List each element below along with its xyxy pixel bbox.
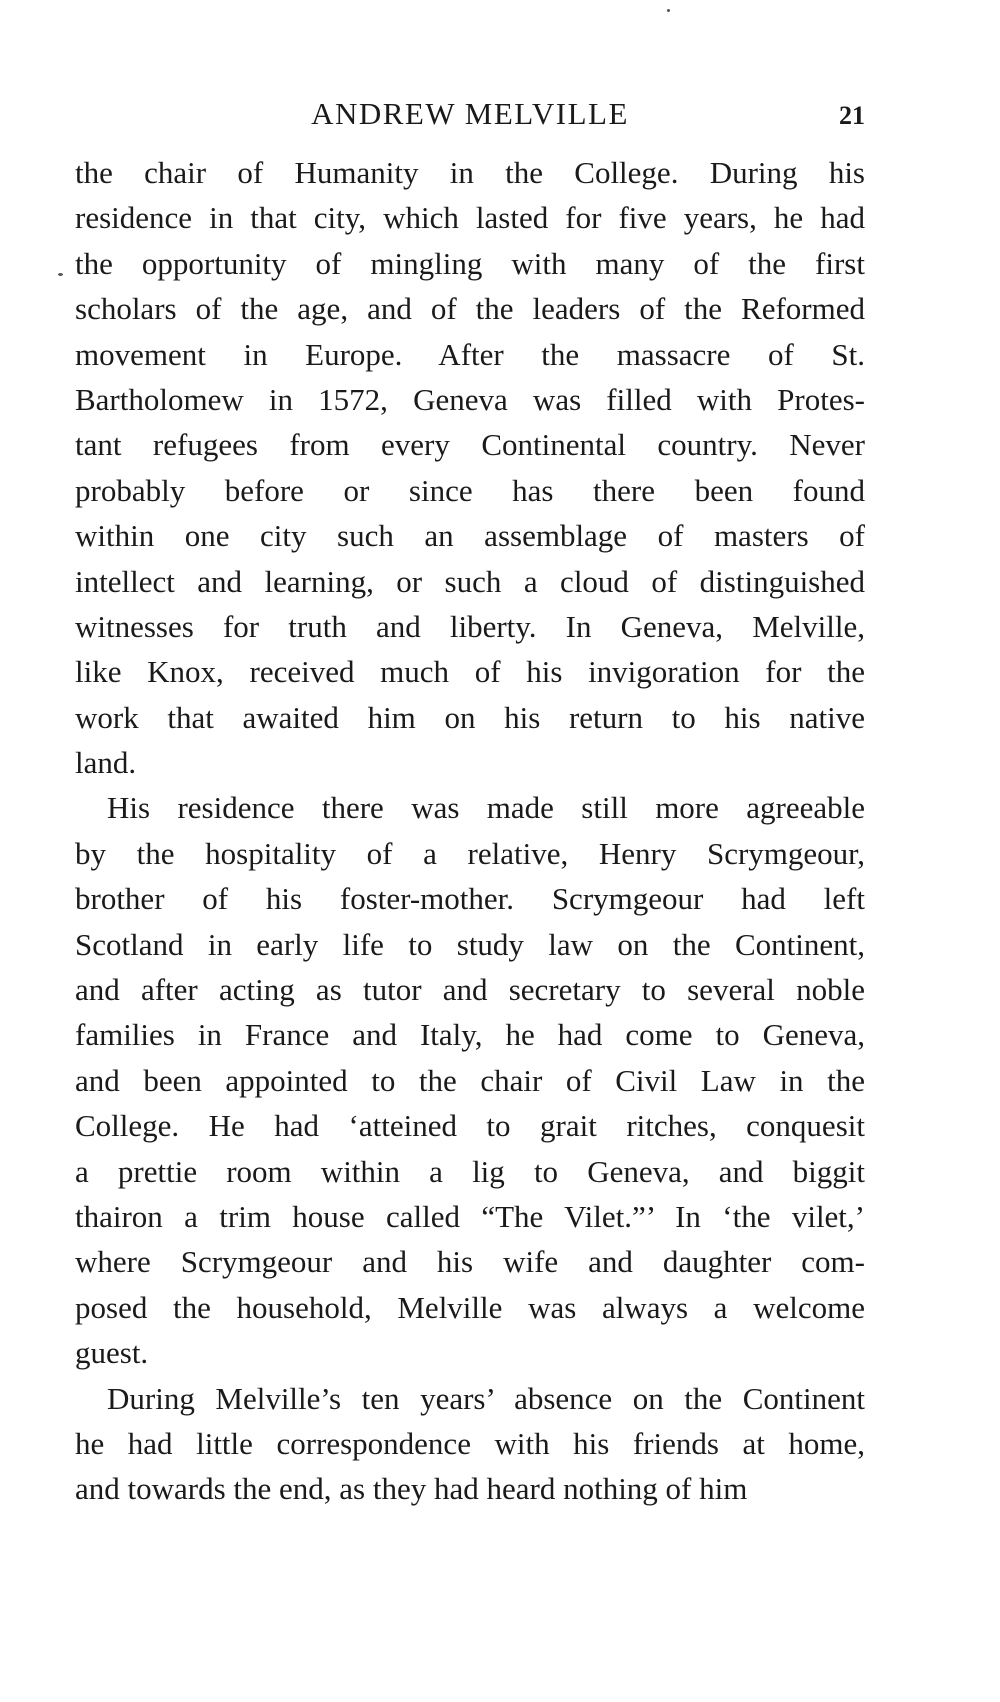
text-line: like Knox, received much of his invigoration for the (75, 654, 865, 690)
text-line: intellect and learning, or such a cloud of distinguished (75, 563, 865, 599)
paragraph (75, 785, 865, 1375)
text-line: the chair of Humanity in the College. During his (75, 155, 865, 190)
text-line: by the hospitality of a relative, Henry Scrymgeour, (75, 835, 865, 871)
text-line: thairon a trim house called “The Vilet.”’ In ‘the vilet,’ (75, 1198, 865, 1234)
text-line: land. (75, 745, 137, 781)
page-number: 21 (839, 101, 865, 130)
running-head (75, 92, 865, 136)
text-line: Bartholomew in 1572, Geneva was filled with Protes- (75, 381, 865, 417)
text-line: work that awaited him on his return to his native (75, 699, 865, 735)
text-line: within one city such an assemblage of masters of (75, 518, 865, 554)
text-line: a prettie room within a lig to Geneva, and biggit (75, 1153, 865, 1189)
text-line: and been appointed to the chair of Civil Law in the (75, 1062, 865, 1098)
text-line: witnesses for truth and liberty. In Geneva, Melville, (75, 608, 865, 644)
text-line: brother of his foster-mother. Scrymgeour had left (75, 881, 865, 917)
body-text (75, 150, 865, 1512)
text-line: His residence there was made still more agreeable (107, 790, 865, 826)
text-line: During Melville’s ten years’ absence on the Continent (107, 1380, 865, 1416)
text-line: where Scrymgeour and his wife and daughter com- (75, 1244, 865, 1280)
text-line: College. He had ‘atteined to grait ritches, conquesit (75, 1108, 865, 1144)
text-line: movement in Europe. After the massacre of St. (75, 336, 865, 372)
paragraph (75, 150, 865, 785)
text-line: probably before or since has there been found (75, 472, 865, 508)
paragraph (75, 1376, 865, 1512)
text-line: the opportunity of mingling with many of the first (75, 245, 865, 281)
text-line: Scotland in early life to study law on the Continent, (75, 926, 865, 962)
text-line: scholars of the age, and of the leaders of the Reformed (75, 291, 865, 327)
text-line: and towards the end, as they had heard nothing of him (75, 1471, 748, 1507)
print-speck (667, 9, 670, 12)
text-line: posed the household, Melville was always a welcome (75, 1289, 865, 1325)
text-line: tant refugees from every Continental country. Never (75, 427, 865, 463)
text-line: families in France and Italy, he had come to Geneva, (75, 1017, 865, 1053)
running-title: ANDREW MELVILLE (311, 96, 629, 131)
text-line: residence in that city, which lasted for five years, he had (75, 200, 865, 236)
text-line: he had little correspondence with his friends at home, (75, 1425, 865, 1461)
text-line: guest. (75, 1335, 149, 1371)
print-speck (58, 273, 63, 276)
text-line: and after acting as tutor and secretary to several noble (75, 972, 865, 1008)
